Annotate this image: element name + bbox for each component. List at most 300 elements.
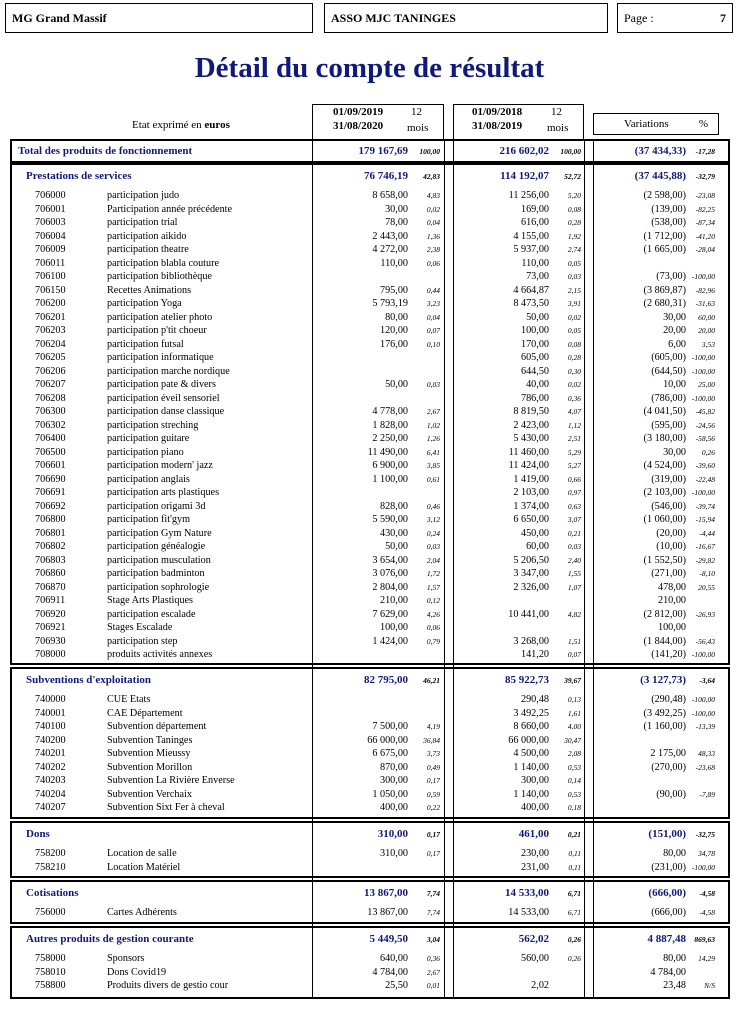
account-code: 706800 [35,514,66,525]
account-p1: 0,17 [426,776,440,785]
account-v3: (141,20) [651,649,686,660]
account-label: participation origami 3d [107,500,206,512]
section-v1: 76 746,19 [364,170,408,182]
account-label: participation éveil sensoriel [107,392,220,404]
account-code: 706011 [35,257,66,269]
account-p2: 4,07 [567,407,581,416]
section-p1: 46,21 [423,676,440,685]
account-code: 706009 [35,244,66,255]
account-row [0,419,739,433]
account-row [0,847,739,861]
account-v3: 10,00 [663,379,686,390]
account-p1: 0,03 [426,542,440,551]
account-p2: 5,29 [567,447,581,457]
account-v1: 110,00 [380,257,408,269]
page-label: Page : [624,11,654,25]
section-header [0,933,739,947]
account-code: 706201 [35,311,66,323]
account-v3: (319,00) [651,473,686,485]
account-p2: 1,92 [567,231,581,241]
account-code: 706200 [35,298,66,309]
account-row [0,540,739,554]
account-p2: 0,36 [567,393,581,403]
account-v2: 5 430,00 [513,433,549,444]
section-p1: 7,74 [426,889,440,898]
account-code: 706500 [35,446,66,458]
account-label: participation blabla couture [107,257,220,269]
account-p1: 4,83 [426,191,440,200]
account-label: participation badminton [107,568,205,579]
account-p2: 1,61 [567,708,581,718]
account-p2: 4,00 [567,722,581,731]
account-code: 708000 [35,649,66,660]
account-p1: 0,04 [426,312,440,322]
account-row [0,311,739,325]
total-p2: 100,00 [560,147,581,156]
account-v1: 640,00 [379,953,408,964]
account-v2: 1 140,00 [513,761,549,773]
account-code: 758010 [35,966,66,978]
account-v2: 450,00 [520,527,549,539]
account-v2: 8 819,50 [513,406,549,417]
section-label: Subventions d'exploitation [26,674,152,686]
account-v2: 4 500,00 [513,748,549,759]
account-p1: 0,06 [426,623,440,632]
period2-months-label: mois [547,122,569,134]
account-label: participation judo [107,190,180,201]
account-code: 740203 [35,775,66,786]
account-v1: 430,00 [379,527,408,539]
account-v3: (1 665,00) [643,244,686,255]
period1-months: 12 [411,106,422,118]
account-v3: (3 869,87) [643,284,686,296]
account-label: produits activités annexes [107,649,213,660]
account-v1: 8 658,00 [372,190,408,201]
account-p1: 0,17 [426,849,440,858]
section-header [0,674,739,688]
account-v2: 1 140,00 [513,788,549,800]
account-p1: 0,06 [426,258,440,268]
account-v3: (3 492,25) [643,707,686,719]
account-v3: (644,50) [651,365,686,377]
account-v2: 6 650,00 [513,514,549,525]
account-p3: 0,26 [701,447,715,457]
account-p2: 1,51 [567,636,581,646]
account-v2: 231,00 [520,861,549,873]
account-code: 706930 [35,635,66,647]
account-row [0,270,739,284]
account-row [0,581,739,595]
account-v3: (20,00) [656,527,686,539]
section-p2: 0,26 [567,935,581,944]
account-row [0,707,739,721]
account-p1: 3,85 [426,461,440,470]
account-v1: 870,00 [379,761,408,773]
account-p3: -28,04 [695,245,715,254]
account-code: 706870 [35,581,66,593]
account-row [0,392,739,406]
account-p2: 2,74 [567,245,581,254]
section-v2: 14 533,00 [505,887,549,899]
account-v2: 2 103,00 [513,487,549,498]
section-header [0,828,739,842]
account-row [0,486,739,500]
account-label: participation arts plastiques [107,487,220,498]
account-row [0,648,739,662]
account-p1: 0,44 [426,285,440,295]
account-v2: 110,00 [521,257,549,269]
section-p3: -32,79 [695,172,715,181]
section-p3: 869,63 [694,935,715,944]
account-label: participation step [107,635,178,647]
account-v1: 1 424,00 [372,635,408,647]
account-v1: 13 867,00 [367,907,408,918]
account-code: 740200 [35,734,66,746]
account-v1: 25,50 [385,980,408,991]
account-row [0,761,739,775]
account-label: participation guitare [107,433,190,444]
account-v3: (1 160,00) [643,721,686,732]
account-p1: 0,12 [426,596,440,605]
account-p2: 0,53 [567,789,581,799]
page-number: 7 [720,11,726,25]
account-row [0,774,739,788]
account-v3: 30,00 [663,311,686,323]
account-p3: -4,58 [699,908,715,917]
account-row [0,801,739,815]
section-label: Autres produits de gestion courante [26,933,194,945]
account-v1: 795,00 [379,284,408,296]
account-code: 706803 [35,554,66,566]
account-code: 706203 [35,325,66,336]
account-code: 758210 [35,861,66,873]
account-code: 758000 [35,953,66,964]
section-v1: 13 867,00 [364,887,408,899]
account-p2: 0,07 [567,650,581,659]
account-v1: 120,00 [379,325,408,336]
account-label: participation marche nordique [107,365,230,377]
account-p3: -8,10 [699,569,715,578]
period1-start: 01/09/2019 [333,106,384,118]
account-v1: 3 076,00 [372,568,408,579]
account-p3: 34,78 [698,849,715,858]
account-label: participation trial [107,217,178,228]
account-code: 706001 [35,203,66,215]
account-p3: -4,44 [699,528,715,538]
account-v1: 2 250,00 [372,433,408,444]
account-label: Location Matériel [107,861,181,873]
section-p2: 39,67 [564,676,581,685]
account-v1: 176,00 [379,338,408,350]
account-v3: (2 680,31) [643,298,686,309]
account-v2: 50,00 [526,311,549,323]
account-v3: (73,00) [656,271,686,282]
account-p2: 0,02 [567,380,581,389]
account-code: 758200 [35,848,66,859]
account-row [0,473,739,487]
account-v2: 560,00 [520,953,549,964]
account-v2: 11 460,00 [508,446,549,458]
section-p3: -4,58 [699,889,715,898]
account-v2: 66 000,00 [508,734,549,746]
account-v3: 30,00 [663,446,686,458]
account-v1: 11 490,00 [367,446,408,458]
unit-prefix: Etat exprimé en [132,119,205,131]
account-p3: 3,53 [701,339,715,349]
account-code: 740100 [35,721,66,732]
account-code: 740001 [35,707,66,719]
account-row [0,378,739,392]
account-v1: 66 000,00 [367,734,408,746]
account-row [0,257,739,271]
account-v1: 4 272,00 [372,244,408,255]
account-v3: (10,00) [656,541,686,552]
account-p2: 0,08 [567,339,581,349]
account-p2: 4,82 [567,609,581,619]
account-label: Subvention Mieussy [107,748,191,759]
account-code: 740207 [35,802,66,813]
account-row [0,432,739,446]
account-row [0,189,739,203]
account-v1: 1 828,00 [372,419,408,431]
account-p3: -39,74 [695,501,715,511]
account-v1: 7 629,00 [372,608,408,620]
account-p2: 0,11 [568,849,581,858]
account-v2: 3 268,00 [513,635,549,647]
account-label: participation Gym Nature [107,527,212,539]
account-row [0,203,739,217]
account-p3: -39,60 [695,461,715,470]
account-v3: (2 812,00) [643,608,686,620]
account-code: 740204 [35,788,66,800]
account-code: 740202 [35,761,66,773]
account-row [0,446,739,460]
account-label: participation futsal [107,338,184,350]
section-header [0,170,739,184]
account-label: participation sophrologie [107,581,210,593]
account-p1: 1,26 [426,434,440,443]
unit-word: euros [204,119,230,131]
col-divider-4 [584,139,585,999]
header-association: ASSO MJC TANINGES [324,3,608,33]
account-p2: 0,66 [567,474,581,484]
account-p2: 0,28 [567,218,581,227]
section-label: Prestations de services [26,170,132,182]
account-p3: -29,82 [695,555,715,565]
account-p3: -23,08 [695,191,715,200]
account-v3: 80,00 [663,848,686,859]
account-v2: 14 533,00 [508,907,549,918]
account-p3: -100,00 [691,650,715,659]
account-v3: (231,00) [651,861,686,873]
account-label: participation atelier photo [107,311,213,323]
account-row [0,747,739,761]
account-v3: (1 712,00) [643,230,686,242]
account-label: participation Yoga [107,298,182,309]
account-v1: 5 590,00 [372,514,408,525]
account-row [0,216,739,230]
account-code: 706911 [35,595,66,606]
account-row [0,284,739,298]
account-code: 706004 [35,230,66,242]
account-p1: 1,72 [426,569,440,578]
account-label: Participation année précédente [107,203,233,215]
account-p3: 20,00 [698,326,715,335]
account-v3: 23,48 [663,980,686,991]
account-code: 740000 [35,694,66,705]
account-v1: 30,00 [385,203,408,215]
account-p3: -41,20 [695,231,715,241]
section-header [0,887,739,901]
account-p3: N/S [704,981,715,990]
account-v3: (595,00) [651,419,686,431]
account-p2: 6,71 [567,908,581,917]
account-code: 706692 [35,500,66,512]
account-v2: 230,00 [520,848,549,859]
total-label: Total des produits de fonctionnement [18,145,193,157]
account-v2: 400,00 [520,802,549,813]
account-p1: 0,01 [426,981,440,990]
account-p2: 1,55 [567,569,581,578]
account-v1: 6 900,00 [372,460,408,471]
section-v3: (3 127,73) [640,674,686,686]
account-code: 706003 [35,217,66,228]
account-label: Subvention département [107,721,207,732]
account-label: participation modern' jazz [107,460,213,471]
total-p3: -17,28 [695,147,715,156]
account-row [0,966,739,980]
account-v1: 50,00 [385,541,408,552]
account-v1: 400,00 [379,802,408,813]
account-p2: 0,03 [567,272,581,281]
account-v3: (1 552,50) [643,554,686,566]
account-v1: 5 793,19 [372,298,408,309]
section-p3: -32,75 [695,830,715,839]
account-v1: 7 500,00 [372,721,408,732]
account-p2: 0,63 [567,501,581,511]
total-p1: 100,00 [419,147,440,156]
account-v3: (538,00) [651,217,686,228]
account-code: 706208 [35,392,66,404]
account-p2: 0,14 [567,776,581,785]
period2-months: 12 [551,106,562,118]
section-p2: 0,21 [567,830,581,839]
section-v2: 461,00 [518,828,549,840]
account-v1: 310,00 [379,848,408,859]
account-label: participation streching [107,419,199,431]
variations-header [593,113,719,135]
account-label: participation informatique [107,352,214,363]
account-code: 706100 [35,271,66,282]
account-p1: 0,36 [426,954,440,963]
account-code: 706801 [35,527,66,539]
period2-end: 31/08/2019 [472,120,523,132]
account-row [0,351,739,365]
account-v3: (139,00) [651,203,686,215]
account-v2: 100,00 [520,325,549,336]
account-label: Subvention Sixt Fer à cheval [107,802,225,813]
account-row [0,693,739,707]
account-p1: 2,38 [426,245,440,254]
period2-start: 01/09/2018 [472,106,523,118]
account-row [0,906,739,920]
account-v3: (90,00) [656,788,686,800]
account-v2: 40,00 [526,379,549,390]
account-p2: 30,47 [564,735,581,745]
section-v3: (37 445,88) [634,170,686,182]
section-p1: 0,17 [426,830,440,839]
account-label: participation anglais [107,473,190,485]
account-v1: 100,00 [379,622,408,633]
account-v3: 4 784,00 [650,966,686,978]
account-v3: 6,00 [668,338,686,350]
account-row [0,608,739,622]
col-divider-2 [444,139,445,999]
account-v3: (605,00) [651,352,686,363]
account-v2: 2 326,00 [513,581,549,593]
account-p2: 0,02 [567,312,581,322]
total-v3: (37 434,33) [634,145,686,157]
account-label: Produits divers de gestio cour [107,980,229,991]
account-code: 706690 [35,473,66,485]
account-label: Subvention Morillon [107,761,193,773]
account-v3: 2 175,00 [650,748,686,759]
account-row [0,527,739,541]
header-page [617,3,733,33]
account-label: participation fit'gym [107,514,191,525]
account-code: 706921 [35,622,66,633]
account-p3: -26,93 [695,609,715,619]
account-v2: 73,00 [526,271,549,282]
account-v2: 8 660,00 [513,721,549,732]
account-p1: 0,61 [426,474,440,484]
account-p2: 0,11 [568,862,581,872]
account-v2: 4 664,87 [513,284,549,296]
account-code: 706207 [35,379,66,390]
account-v3: 80,00 [663,953,686,964]
account-v3: (2 103,00) [643,487,686,498]
account-p3: -7,89 [699,789,715,799]
account-p1: 3,23 [426,299,440,308]
account-p3: -100,00 [691,862,715,872]
account-p1: 6,41 [426,447,440,457]
account-v2: 1 419,00 [513,473,549,485]
account-row [0,861,739,875]
account-p2: 5,27 [567,461,581,470]
section-v3: 4 887,48 [647,933,686,945]
account-v1: 6 675,00 [372,748,408,759]
account-v2: 616,00 [520,217,549,228]
section-label: Cotisations [26,887,79,899]
account-p2: 0,26 [567,954,581,963]
section-v2: 114 192,07 [500,170,549,182]
period1-end: 31/08/2020 [333,120,384,132]
account-p1: 0,04 [426,218,440,227]
account-v2: 170,00 [520,338,549,350]
account-p1: 3,12 [426,515,440,524]
account-v2: 60,00 [526,541,549,552]
account-v2: 2,02 [531,980,549,991]
account-p2: 0,28 [567,353,581,362]
account-label: Sponsors [107,953,145,964]
account-v2: 3 492,25 [513,707,549,719]
account-code: 706691 [35,487,66,498]
account-v1: 78,00 [385,217,408,228]
account-label: Location de salle [107,848,177,859]
account-row [0,405,739,419]
account-code: 706150 [35,284,66,296]
total-v2: 216 602,02 [499,145,549,157]
